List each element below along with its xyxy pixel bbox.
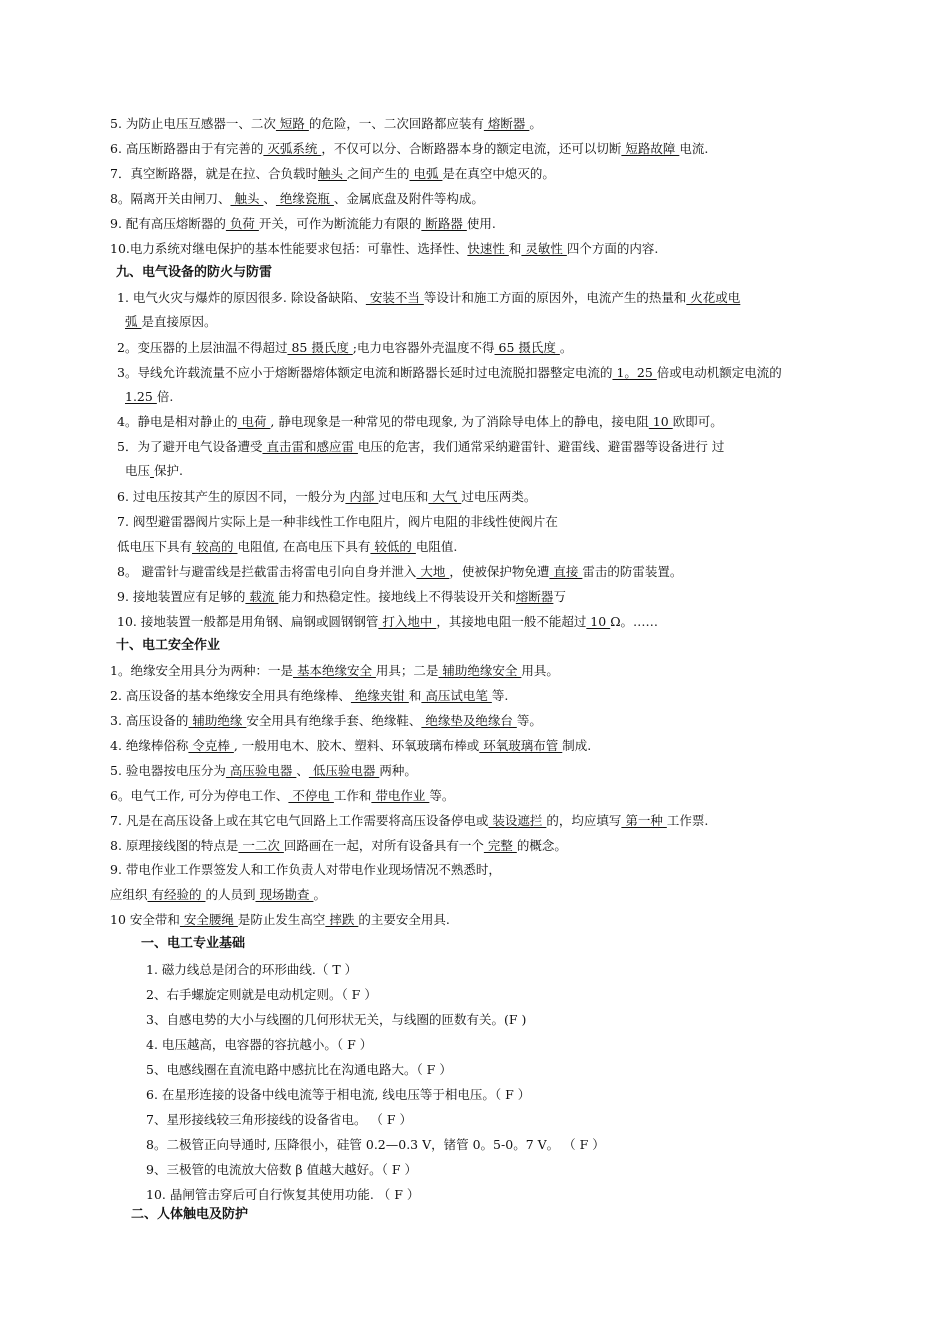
question-text: 3、自感电势的大小与线圈的几何形状无关，与线圈的匝数有关。(F ) — [146, 1012, 527, 1027]
answer-blank: 高压验电器 — [225, 763, 297, 778]
question-text: 过电压和 — [378, 489, 429, 504]
question-text: 5. 验电器按电压分为 — [110, 763, 226, 778]
text-line — [117, 290, 740, 306]
question-text: 电压 — [125, 463, 151, 478]
answer-blank: 1。25 — [612, 365, 657, 380]
answer-blank: 辅助绝缘 — [188, 713, 247, 728]
text-line — [110, 738, 591, 754]
question-text: 欧即可。 — [672, 414, 723, 429]
question-text: 的人员到 — [205, 887, 256, 902]
text-line — [110, 116, 542, 132]
question-text: 4. 电压越高，电容器的容抗越小。（ F ） — [146, 1037, 373, 1052]
question-text: 7、星形接线较三角形接线的设备省电。 （ F ） — [146, 1112, 413, 1127]
text-line — [125, 463, 183, 479]
question-text: ;电力电容器外壳温度不得 — [352, 340, 495, 355]
question-text: 8。 避雷针与避雷线是拦截雷击将雷电引向自身并泄入 — [117, 564, 417, 579]
answer-blank: 大气 — [428, 489, 462, 504]
question-text: 开关，可作为断流能力有限的 — [258, 216, 422, 231]
question-text: 之间产生的 — [346, 166, 410, 181]
answer-blank: 负荷 — [225, 216, 259, 231]
question-text: ，使被保护物免遭 — [449, 564, 550, 579]
text-line — [117, 589, 566, 605]
question-text: 电流. — [679, 141, 709, 156]
text-line — [146, 962, 357, 978]
question-text: 等。 — [429, 788, 455, 803]
question-text: 6. 过电压按其产生的原因不同，一般分为 — [117, 489, 346, 504]
question-text: 2. 高压设备的基本绝缘安全用具有绝缘棒、 — [110, 688, 351, 703]
question-text: , 静电现象是一种常见的带电现象, 为了消除导电体上的静电，接电阻 — [270, 414, 649, 429]
question-text: 工作和 — [333, 788, 372, 803]
answer-blank: 有经验的 — [147, 887, 206, 902]
question-text: 。 — [529, 116, 542, 131]
answer-blank: 高压试电笔 — [421, 688, 492, 703]
answer-blank: 10 — [586, 614, 611, 629]
answer-blank: 安全腰绳 — [179, 912, 238, 927]
question-text: 低电压下具有 — [117, 539, 193, 554]
question-text: ，不仅可以分、合断路器本身的额定电流，还可以切断 — [321, 141, 622, 156]
section-heading: 一、电工专业基础 — [141, 936, 246, 951]
question-text: 。 — [559, 340, 573, 355]
answer-blank: 不停电 — [288, 788, 334, 803]
question-text: 、金属底盘及附件等构成。 — [333, 191, 484, 206]
question-text: Ω。…… — [610, 614, 659, 629]
question-text: 的危险，一、二次回路都应装有 — [308, 116, 484, 131]
answer-blank: 弧 — [125, 314, 142, 329]
question-text: 。 — [313, 887, 326, 902]
text-line — [110, 191, 484, 207]
question-text: 10. 晶闸管击穿后可自行恢复其使用功能. （ F ） — [146, 1187, 420, 1202]
question-text: , 一般用电木、胶木、塑料、环氧玻璃布棒或 — [233, 738, 480, 753]
text-line — [117, 539, 457, 555]
answer-blank: 一二次 — [238, 838, 284, 853]
question-text: 保护. — [154, 463, 183, 478]
text-line — [146, 1037, 372, 1053]
question-text: 7. 阀型避雷器阀片实际上是一种非线性工作电阻片，阀片电阻的非线性使阀片在 — [117, 514, 558, 529]
question-text: 两种。 — [379, 763, 417, 778]
question-text: 6. 高压断路器由于有完善的 — [110, 141, 264, 156]
question-text: 2。变压器的上层油温不得超过 — [117, 340, 288, 355]
section-heading: 九、电气设备的防火与防雷 — [116, 265, 273, 280]
question-text: 倍或电动机额定电流的 — [656, 365, 782, 380]
question-text: 能力和热稳定性。接地线上不得装设开关和 — [278, 589, 516, 604]
text-line — [110, 838, 567, 854]
question-text: 用具；二是 — [375, 663, 439, 678]
question-text: 应组织 — [110, 887, 148, 902]
question-text: 4。静电是相对静止的 — [117, 414, 238, 429]
text-line — [117, 340, 572, 356]
answer-blank: 火花或电 — [686, 290, 741, 305]
answer-blank: 较低的 — [370, 539, 416, 554]
text-line — [110, 688, 508, 704]
text-line — [146, 1137, 605, 1153]
text-line — [110, 788, 454, 804]
answer-blank: 短路故障 — [621, 141, 680, 156]
question-text: 6。电气工作, 可分为停电工作、 — [110, 788, 289, 803]
answer-blank: 85 摄氏度 — [287, 340, 353, 355]
question-text: 是在真空中熄灭的。 — [442, 166, 555, 181]
question-text: 工作票. — [666, 813, 709, 828]
answer-blank: 辅助绝缘安全 — [438, 663, 522, 678]
text-line — [110, 141, 708, 157]
question-text: 10 安全带和 — [110, 912, 180, 927]
text-line — [146, 1087, 530, 1103]
text-line — [146, 1162, 417, 1178]
question-text: 电阻值. — [415, 539, 458, 554]
answer-blank: 熔断器 — [515, 589, 554, 604]
answer-blank: 绝缘垫及绝缘台 — [421, 713, 517, 728]
text-line — [110, 763, 417, 779]
text-line — [117, 365, 782, 381]
question-text: 使用. — [466, 216, 496, 231]
answer-blank: 断路器 — [421, 216, 467, 231]
answer-blank: 第一种 — [621, 813, 667, 828]
question-text: 和 — [408, 688, 422, 703]
answer-blank: 电荷 — [237, 414, 271, 429]
answer-blank: 直接 — [549, 564, 583, 579]
question-text: 8. 原理接线图的特点是 — [110, 838, 239, 853]
answer-blank: 绝缘瓷瓶 — [275, 191, 334, 206]
text-line — [110, 216, 496, 232]
text-line — [125, 389, 173, 405]
question-text: 9、三极管的电流放大倍数 β 值越大越好。（ F ） — [146, 1162, 417, 1177]
answer-blank: 直击雷和感应雷 — [262, 439, 358, 454]
question-text: 制成. — [562, 738, 592, 753]
question-text: 7．真空断路器，就是在拉、合负载时 — [110, 166, 318, 181]
text-line — [110, 166, 555, 182]
text-line — [110, 912, 450, 928]
answer-blank: 低压验电器 — [308, 763, 380, 778]
section-heading: 十、电工安全作业 — [116, 638, 221, 653]
answer-blank: 触头 — [317, 166, 347, 181]
answer-blank: 绝缘夹钳 — [350, 688, 409, 703]
text-line — [146, 987, 377, 1003]
answer-blank: 1.25 — [125, 389, 157, 404]
text-line — [146, 1112, 412, 1128]
question-text: 是防止发生高空 — [237, 912, 326, 927]
question-text: 6. 在星形连接的设备中线电流等于相电流, 线电压等于相电压。（ F ） — [146, 1087, 531, 1102]
question-text: 1. 电气火灾与爆炸的原因很多. 除设备缺陷、 — [117, 290, 366, 305]
question-text: 4. 绝缘棒俗称 — [110, 738, 189, 753]
text-line — [125, 314, 217, 330]
question-text: 等. — [491, 688, 509, 703]
question-text: 10.电力系统对继电保护的基本性能要求包括：可靠性、选择性、 — [110, 241, 468, 256]
question-text: 的概念。 — [516, 838, 567, 853]
answer-blank: 完整 — [483, 838, 517, 853]
answer-blank: 快速性 — [467, 241, 509, 256]
question-text: 9. 配有高压熔断器的 — [110, 216, 226, 231]
question-text: 5、电感线圈在直流电路中感抗比在沟通电路大。（ F ） — [146, 1062, 452, 1077]
question-text: 1。绝缘安全用具分为两种：一是 — [110, 663, 293, 678]
answer-blank: 大地 — [416, 564, 450, 579]
text-line — [146, 1187, 419, 1203]
answer-blank: 摔跌 — [325, 912, 359, 927]
answer-blank: 内部 — [345, 489, 379, 504]
text-line — [117, 414, 723, 430]
answer-blank: 打入地中 — [378, 614, 437, 629]
text-line — [146, 1012, 526, 1028]
answer-blank: 触头 — [230, 191, 264, 206]
text-line — [117, 489, 536, 505]
question-text: 电压的危害，我们通常采纳避雷针、避雷线、避雷器等设备进行 过 — [357, 439, 725, 454]
question-text: 9. 带电作业工作票签发人和工作负责人对带电作业现场情况不熟悉时， — [110, 862, 501, 877]
section-heading: 二、人体触电及防护 — [131, 1207, 249, 1222]
question-text: 2、右手螺旋定则就是电动机定则。（ F ） — [146, 987, 377, 1002]
question-text: 电阻值, 在高电压下具有 — [237, 539, 371, 554]
answer-blank: 灵敏性 — [521, 241, 567, 256]
text-line — [110, 241, 658, 257]
question-text: 过电压两类。 — [461, 489, 537, 504]
answer-blank: 带电作业 — [371, 788, 430, 803]
question-text: 1. 磁力线总是闭合的环形曲线.（ T ） — [146, 962, 358, 977]
question-text: 5. 为防止电压互感器一、二次 — [110, 116, 276, 131]
text-line — [117, 614, 658, 630]
answer-blank: 较高的 — [192, 539, 238, 554]
text-line — [117, 564, 682, 580]
question-text: 9. 接地装置应有足够的 — [117, 589, 246, 604]
question-text: ，其接地电阻一般不能超过 — [436, 614, 587, 629]
answer-blank: 10 — [648, 414, 673, 429]
text-line — [110, 887, 326, 903]
text-line — [117, 514, 558, 530]
question-text: 8。二极管正向导通时, 压降很小，硅管 0.2—0.3 V，锗管 0。5-0。7 V。 （ F ） — [146, 1137, 605, 1152]
question-text: 四个方面的内容. — [566, 241, 659, 256]
question-text: 8。隔离开关由闸刀、 — [110, 191, 231, 206]
answer-blank: 短路 — [275, 116, 309, 131]
question-text: 5．为了避开电气设备遭受 — [117, 439, 263, 454]
answer-blank: 熔断器 — [483, 116, 530, 131]
answer-blank: 65 摄氏度 — [494, 340, 560, 355]
question-text: 、 — [296, 763, 309, 778]
answer-blank: 安装不当 — [365, 290, 424, 305]
answer-blank: 载流 — [245, 589, 279, 604]
question-text: 、 — [263, 191, 276, 206]
question-text: 等设计和施工方面的原因外，电流产生的热量和 — [423, 290, 687, 305]
question-text: 7. 凡是在高压设备上或在其它电气回路上工作需要将高压设备停电或 — [110, 813, 489, 828]
text-line — [110, 813, 708, 829]
answer-blank: 灭弧系统 — [263, 141, 322, 156]
text-line — [117, 439, 724, 455]
question-text: 用具。 — [521, 663, 559, 678]
question-text: 的主要安全用具. — [358, 912, 450, 927]
question-text: 的，均应填写 — [546, 813, 622, 828]
question-text: 等。 — [516, 713, 542, 728]
answer-blank: 环氧玻璃布管 — [479, 738, 563, 753]
text-line — [146, 1062, 452, 1078]
question-text: 10. 接地装置一般都是用角钢、扁钢或圆钢钢管 — [117, 614, 379, 629]
question-text: 雷击的防雷装置。 — [582, 564, 683, 579]
answer-blank: 装设遮拦 — [488, 813, 547, 828]
text-line — [110, 862, 501, 878]
question-text: 是直接原因。 — [141, 314, 217, 329]
answer-blank: 令克棒 — [188, 738, 234, 753]
answer-blank: 电弧 — [409, 166, 443, 181]
question-text: 丂 — [553, 589, 566, 604]
question-text: 回路画在一起，对所有设备具有一个 — [283, 838, 484, 853]
question-text: 和 — [508, 241, 522, 256]
answer-blank: 基本绝缘安全 — [292, 663, 376, 678]
text-line — [110, 713, 542, 729]
question-text: 3。导线允许载流量不应小于熔断器熔体额定电流和断路器长延时过电流脱扣器整定电流的 — [117, 365, 613, 380]
question-text: 安全用具有绝缘手套、绝缘鞋、 — [246, 713, 422, 728]
answer-blank: 现场勘查 — [255, 887, 314, 902]
question-text: 倍. — [156, 389, 174, 404]
text-line — [110, 663, 559, 679]
question-text: 3. 高压设备的 — [110, 713, 189, 728]
